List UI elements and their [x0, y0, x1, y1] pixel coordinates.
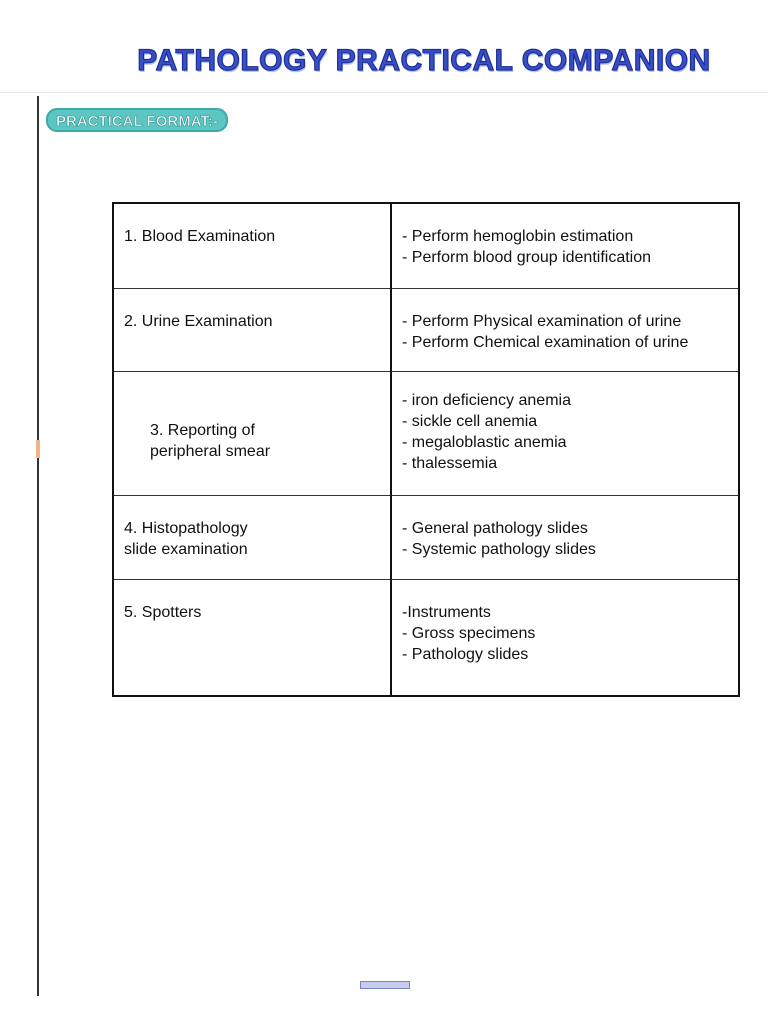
exam-label: 2. Urine Examination — [113, 289, 391, 372]
table-row — [113, 580, 739, 697]
table-row — [113, 372, 739, 496]
exam-label-line: peripheral smear — [150, 442, 271, 460]
page-title: PATHOLOGY PRACTICAL COMPANION — [137, 44, 711, 77]
task-item: - iron deficiency anemia — [402, 392, 571, 409]
left-margin-rule — [37, 96, 39, 996]
exam-label — [113, 496, 391, 580]
task-item: - Pathology slides — [402, 646, 529, 663]
exam-tasks — [391, 580, 739, 697]
task-item: - Perform blood group identification — [402, 249, 652, 266]
table-row — [113, 289, 739, 372]
task-item: - Perform Chemical examination of urine — [402, 334, 689, 351]
section-heading: PRACTICAL FORMAT:- — [46, 108, 228, 132]
task-item: - megaloblastic anemia — [402, 434, 567, 451]
footer-mark — [360, 981, 410, 989]
task-item: - sickle cell anemia — [402, 413, 538, 430]
header-divider — [0, 92, 768, 93]
task-item: - Systemic pathology slides — [402, 541, 596, 558]
exam-label — [113, 372, 391, 496]
practical-format-table — [112, 202, 740, 697]
exam-label-line: slide examination — [124, 541, 248, 558]
task-item: - thalessemia — [402, 455, 498, 472]
exam-label-line: 4. Histopathology — [124, 520, 248, 537]
task-item: - General pathology slides — [402, 520, 588, 537]
task-item: -Instruments — [402, 604, 491, 621]
exam-tasks — [391, 289, 739, 372]
exam-label: 5. Spotters — [113, 580, 391, 697]
table-row — [113, 496, 739, 580]
table-row — [113, 203, 739, 289]
exam-tasks — [391, 372, 739, 496]
exam-tasks — [391, 203, 739, 289]
margin-marker — [36, 440, 40, 458]
exam-label: 1. Blood Examination — [113, 203, 391, 289]
exam-label-line: 3. Reporting of — [150, 421, 255, 439]
task-item: - Gross specimens — [402, 625, 536, 642]
task-item: - Perform hemoglobin estimation — [402, 228, 634, 245]
exam-tasks — [391, 496, 739, 580]
task-item: - Perform Physical examination of urine — [402, 313, 682, 330]
